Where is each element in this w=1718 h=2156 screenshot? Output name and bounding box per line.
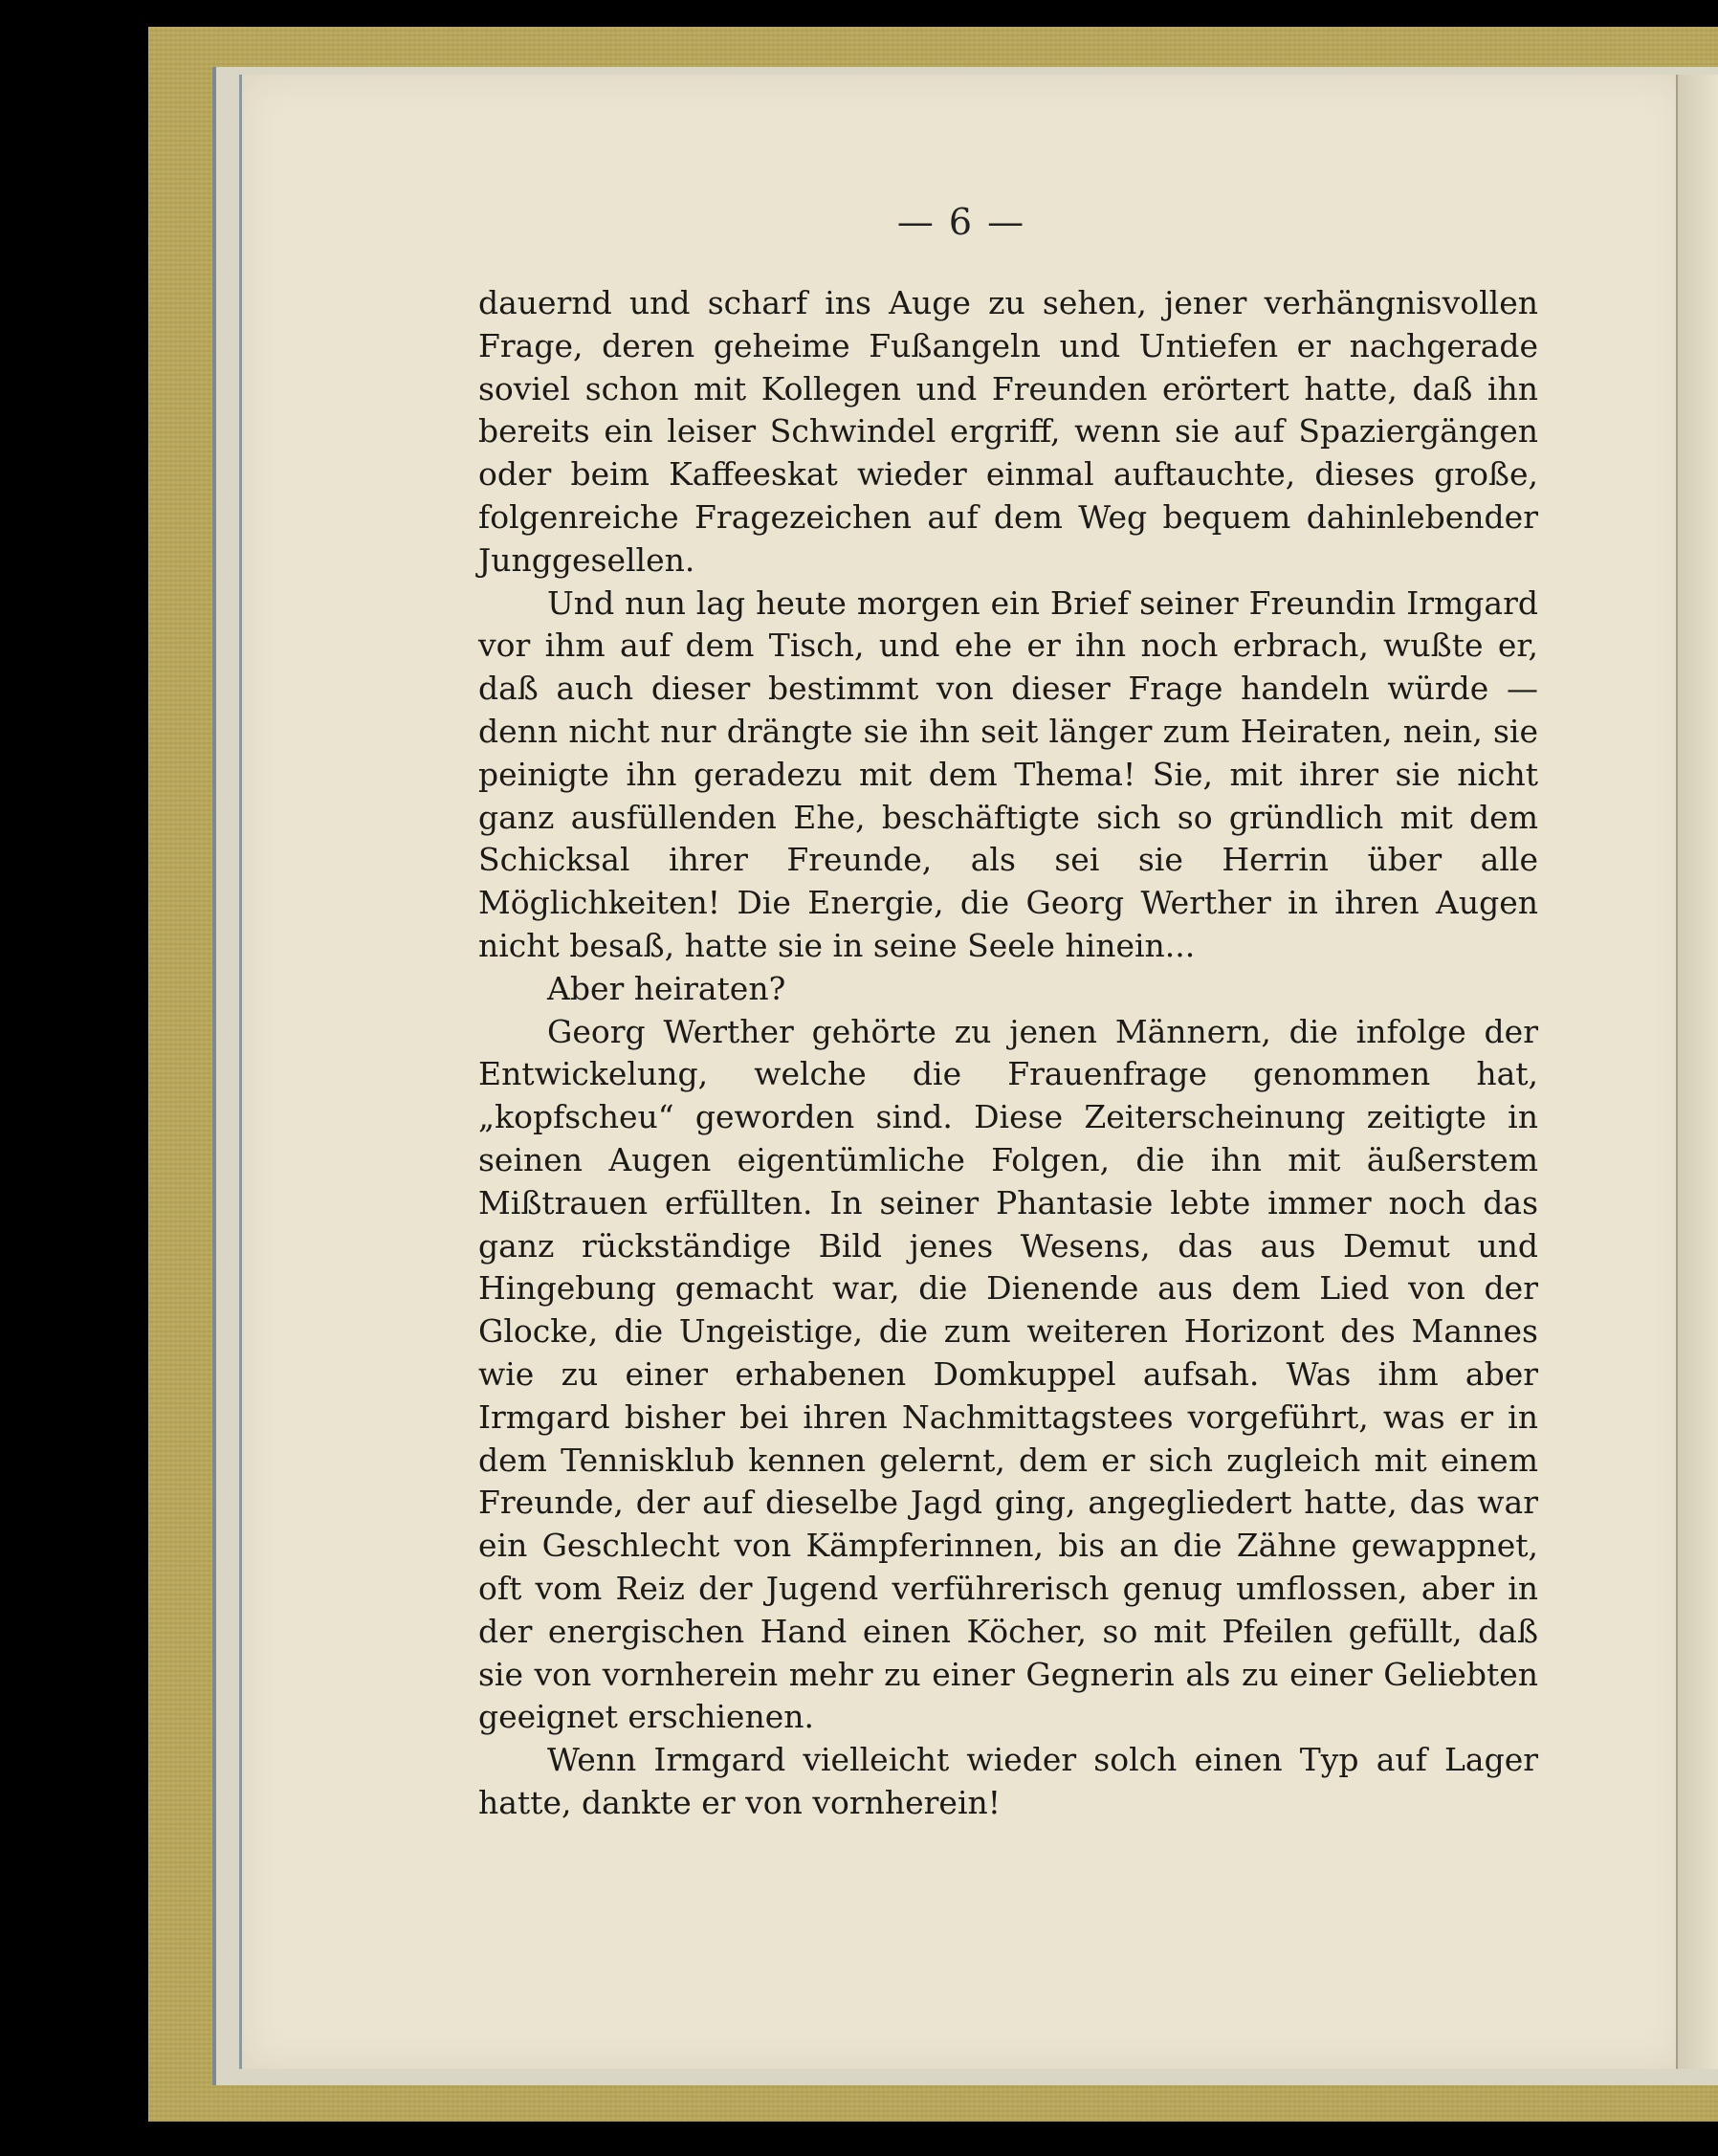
paragraph-5: Wenn Irmgard vielleicht wieder solch einen Typ auf Lager hatte, dankte er von vornherein!	[478, 1741, 1538, 1821]
paragraph-1: dauernd und scharf ins Auge zu sehen, jener verhängnisvollen Frage, deren geheime Fußangeln und Untiefen er nachgerade soviel schon mit Kollegen und Freunden erörtert hatte, daß ihn bereits ein leiser Schwindel ergriff, wenn sie auf Spaziergängen oder beim Kaffeeskat wieder einmal auftauchte, dieses große, folgenreiche Fragezeichen auf dem Weg bequem dahinlebender Junggesellen.	[478, 284, 1538, 579]
paragraph-2: Und nun lag heute morgen ein Brief seiner Freundin Irmgard vor ihm auf dem Tisch, und ehe er ihn noch erbrach, wußte er, daß auch dieser bestimmt von dieser Frage handeln würde — denn nicht nur drängte sie ihn seit länger zum Heiraten, nein, sie peinigte ihn geradezu mit dem Thema! Sie, mit ihrer sie nicht ganz ausfüllenden Ehe, beschäftigte sich so gründlich mit dem Schicksal ihrer Freunde, als sei sie Herrin über alle Möglichkeiten! Die Energie, die Georg Werther in ihren Augen nicht besaß, hatte sie in seine Seele hinein...	[478, 583, 1538, 964]
page-number: — 6 —	[896, 201, 1026, 243]
paragraph-3: Aber heiraten?	[547, 969, 786, 1007]
page-text	[478, 282, 1538, 1825]
paragraph-4: Georg Werther gehörte zu jenen Männern, die infolge der Entwickelung, welche die Frauenfrage genommen hat, „kopfscheu“ geworden sind. Diese Zeiterscheinung zeitigte in seinen Augen eigentümliche Folgen, die ihn mit äußerstem Mißtrauen erfüllten. In seiner Phantasie lebte immer noch das ganz rückständige Bild jenes Wesens, das aus Demut und Hingebung gemacht war, die Dienende aus dem Lied von der Glocke, die Ungeistige, die zum weiteren Horizont des Mannes wie zu einer erhabenen Domkuppel aufsah. Was ihm aber Irmgard bisher bei ihren Nachmittagstees vorgeführt, was er in dem Tennisklub kennen gelernt, dem er sich zugleich mit einem Freunde, der auf dieselbe Jagd ging, angegliedert hatte, das war ein Geschlecht von Kämpferinnen, bis an die Zähne gewappnet, oft vom Reiz der Jugend verführerisch genug umflossen, aber in der energischen Hand einen Köcher, so mit Pfeilen gefüllt, daß sie von vornherein mehr zu einer Gegnerin als zu einer Geliebten geeignet erschienen.	[478, 1012, 1538, 1736]
book-gutter	[1676, 75, 1718, 2069]
